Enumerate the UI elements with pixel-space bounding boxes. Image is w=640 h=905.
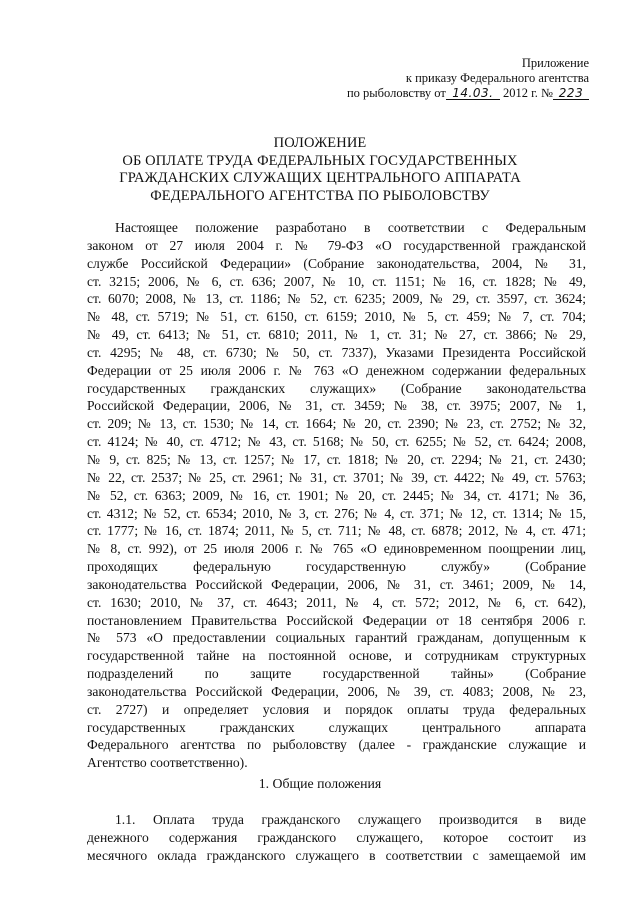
preamble-line: № 9, ст. 825; № 13, ст. 1257; № 17, ст. 1818; № 20, ст. 2294; № 21, ст. 2430; — [87, 451, 586, 467]
preamble-line: № 48, ст. 5719; № 51, ст. 6150, ст. 6159; 2010, № 5, ст. 459; № 7, ст. 704; — [87, 309, 586, 325]
preamble-line: ст. 3215; 2006, № 6, ст. 636; 2007, № 10, ст. 1151; № 16, ст. 1828; № 49, — [87, 273, 586, 289]
preamble-line: Настоящее положение разработано в соответствии с Федеральным — [115, 220, 586, 235]
preamble-line: государственных гражданских служащих центрального аппарата — [87, 719, 586, 735]
handwritten-order-number: 223 — [553, 87, 589, 100]
paragraph-line: 1.1. Оплата труда гражданского служащего производится в виде — [115, 812, 586, 827]
preamble-line: № 22, ст. 2537; № 25, ст. 2961; № 31, ст. 3701; № 39, ст. 4422; № 49, ст. 5763; — [87, 469, 586, 485]
preamble-line: Федерации от 25 июля 2006 г. № 763 «О денежном содержании федеральных — [87, 362, 586, 378]
preamble-line: ст. 209; № 13, ст. 1530; № 14, ст. 1664; № 20, ст. 2390; № 23, ст. 2752; № 32, — [87, 416, 586, 432]
order-reference: к приказу Федерального агентства — [405, 71, 589, 85]
document-title — [60, 135, 580, 205]
preamble-line: Федерального агентства по рыболовству (далее - гражданские служащие и — [87, 737, 586, 753]
preamble-line: ст. 4312; № 52, ст. 6534; 2010, № 3, ст. 276; № 4, ст. 371; № 12, ст. 1314; № 15, — [87, 505, 586, 521]
preamble-line: государственных гражданских служащих» (Собрание законодательства — [87, 380, 586, 396]
preamble-line: ст. 6070; 2008, № 13, ст. 1186; № 52, ст. 6235; 2009, № 29, ст. 3597, ст. 3624; — [87, 291, 586, 307]
preamble-line: подразделений по защите государственной тайны» (Собрание — [87, 666, 586, 682]
appendix-label: Приложение — [521, 56, 589, 70]
preamble-line: № 52, ст. 6363; 2009, № 16, ст. 1901; № 20, ст. 2445; № 34, ст. 4171; № 36, — [87, 487, 586, 503]
section-heading-general-provisions: 1. Общие положения — [258, 776, 382, 791]
preamble-line: постановлением Правительства Российской Федерации от 18 сентября 2006 г. — [87, 612, 586, 628]
preamble-line: законодательства Российской Федерации, 2006, № 31, ст. 3461; 2009, № 14, — [87, 576, 586, 592]
order-date-number-line — [347, 86, 589, 101]
preamble-paragraph — [87, 219, 586, 772]
preamble-line: № 8, ст. 992), от 25 июля 2006 г. № 765 «О единовременном поощрении лиц, — [87, 541, 586, 557]
section-1-paragraph — [87, 811, 586, 865]
title-line-1: ПОЛОЖЕНИЕ — [273, 135, 367, 151]
handwritten-date: 14.03. — [446, 87, 500, 100]
title-line-4: ФЕДЕРАЛЬНОГО АГЕНТСТВА ПО РЫБОЛОВСТВУ — [150, 187, 490, 204]
appendix-header — [347, 56, 589, 101]
preamble-line: ст. 2727) и определяет условия и порядок оплаты труда федеральных — [87, 701, 586, 717]
preamble-line: ст. 1777; № 16, ст. 1874; 2011, № 5, ст. 711; № 48, ст. 6878; 2012, № 4, ст. 471; — [87, 523, 586, 539]
paragraph-line: месячного оклада гражданского служащего в соответствии с замещаемой им — [87, 847, 586, 863]
preamble-line: № 573 «О предоставлении социальных гарантий гражданам, допущенным к — [87, 630, 586, 646]
preamble-line: № 49, ст. 6413; № 51, ст. 6810; 2011, № 1, ст. 31; № 27, ст. 3866; № 29, — [87, 327, 586, 343]
preamble-line: Российской Федерации, 2006, № 31, ст. 3459; № 38, ст. 3975; 2007, № 1, — [87, 398, 586, 414]
preamble-line: ст. 1630; 2010, № 37, ст. 4643; 2011, № 4, ст. 572; 2012, № 6, ст. 642), — [87, 594, 586, 610]
preamble-line: службе Российской Федерации» (Собрание законодательства, 2004, № 31, — [87, 255, 586, 271]
preamble-line: Агентство соответственно). — [87, 755, 248, 771]
order-date-prefix: по рыболовству от — [346, 86, 446, 100]
preamble-line: государственной тайне на постоянной основе, и сотрудникам структурных — [87, 648, 586, 664]
paragraph-line: денежного содержания гражданского служащего, которое состоит из — [87, 829, 586, 845]
preamble-line: проходящих федеральную государственную службу» (Собрание — [87, 559, 586, 575]
preamble-line: ст. 4295; № 48, ст. 6730; № 50, ст. 7337), Указами Президента Российской — [87, 344, 586, 360]
preamble-line: законодательства Российской Федерации, 2006, № 39, ст. 4083; 2008, № 23, — [87, 683, 586, 699]
preamble-line: законом от 27 июля 2004 г. № 79-ФЗ «О государственной гражданской — [87, 237, 586, 253]
title-line-3: ГРАЖДАНСКИХ СЛУЖАЩИХ ЦЕНТРАЛЬНОГО АППАРАТА — [119, 170, 521, 186]
title-line-2: ОБ ОПЛАТЕ ТРУДА ФЕДЕРАЛЬНЫХ ГОСУДАРСТВЕННЫХ — [122, 152, 518, 169]
order-year-number-label: 2012 г. № — [502, 86, 553, 100]
preamble-line: ст. 4124; № 40, ст. 4712; № 43, ст. 5168; № 50, ст. 6255; № 52, ст. 6424; 2008, — [87, 434, 586, 450]
